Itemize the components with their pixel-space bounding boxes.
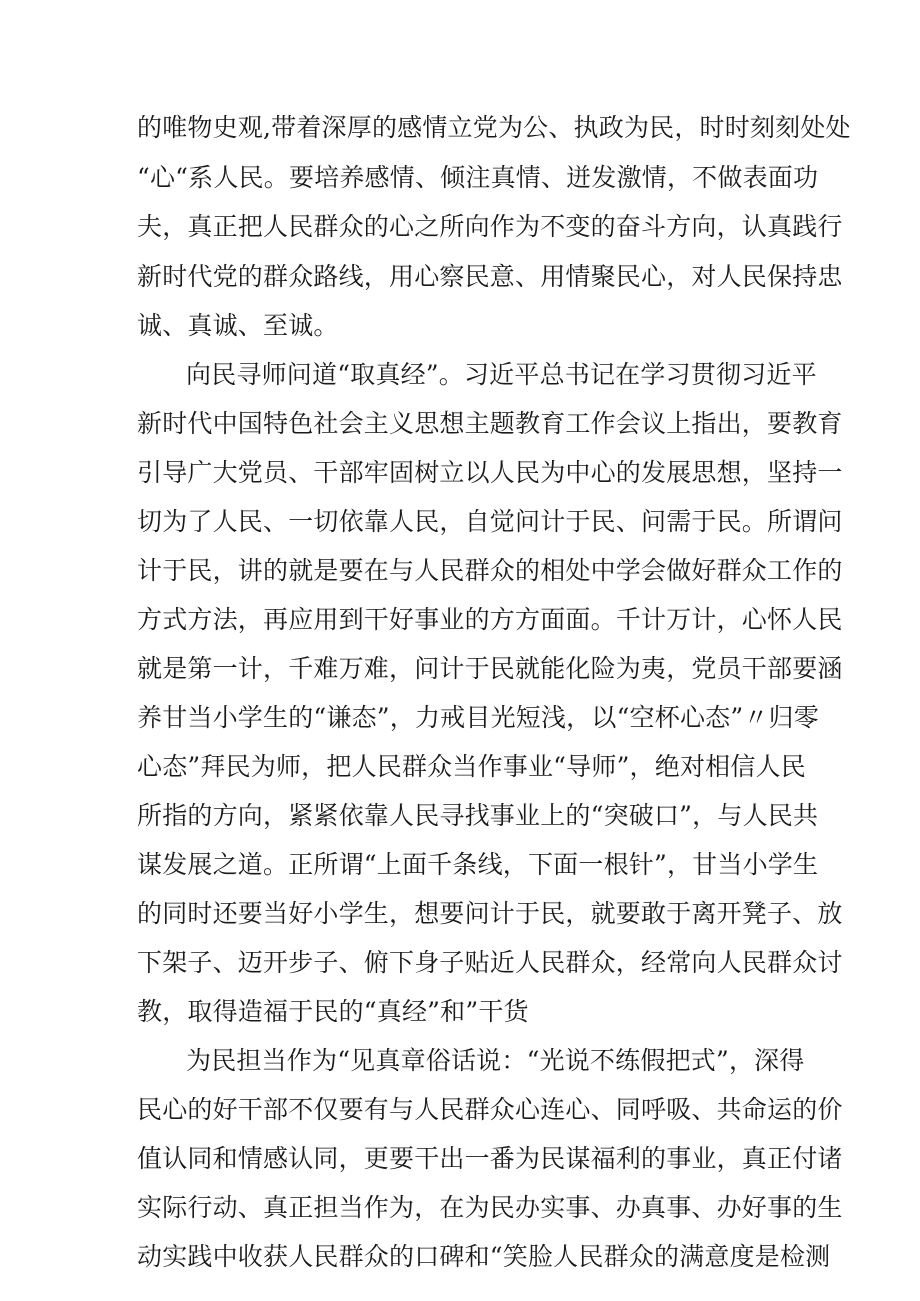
paragraph-3-line-2: 民心的好干部不仅要有与人民群众心连心、同呼吸、共命运的价 — [137, 1095, 843, 1124]
paragraph-2-line-9: 心态”拜民为师，把人民群众当作事业“导师”，绝对相信人民 — [137, 752, 806, 781]
paragraph-2-line-2: 新时代中国特色社会主义思想主题教育工作会议上指出，要教育 — [137, 409, 843, 438]
paragraph-1-line-5: 诚、真诚、至诚。 — [137, 311, 339, 340]
paragraph-2-line-8: 养甘当小学生的“谦态”，力戒目光短浅，以“空杯心态”〃归零 — [137, 703, 819, 732]
paragraph-2-line-3: 引导广大党员、干部牢固树立以人民为中心的发展思想，坚持一 — [137, 458, 843, 487]
paragraph-2-line-13: 下架子、迈开步子、俯下身子贴近人民群众，经常向人民群众讨 — [137, 948, 843, 977]
paragraph-2-line-14: 教，取得造福于民的“真经”和”干货 — [137, 997, 529, 1026]
paragraph-3-line-4: 实际行动、真正担当作为，在为民办实事、办真事、办好事的生 — [137, 1193, 843, 1222]
paragraph-3-line-1: 为民担当作为“见真章俗话说：“光说不练假把式”，深得 — [186, 1046, 805, 1075]
paragraph-2-line-5: 计于民，讲的就是要在与人民群众的相处中学会做好群众工作的 — [137, 556, 843, 585]
paragraph-2-line-12: 的同时还要当好小学生，想要问计于民，就要敢于离开凳子、放 — [137, 899, 843, 928]
paragraph-1-line-3: 夫，真正把人民群众的心之所向作为不变的奋斗方向，认真践行 — [137, 212, 843, 241]
paragraph-2-line-1: 向民寻师问道“取真经”。习近平总书记在学习贯彻习近平 — [186, 360, 817, 389]
paragraph-2-line-4: 切为了人民、一切依靠人民，自觉问计于民、问需于民。所谓问 — [137, 507, 843, 536]
paragraph-2-line-10: 所指的方向，紧紧依靠人民寻找事业上的“突破口”，与人民共 — [137, 801, 819, 830]
paragraph-1-line-1: 的唯物史观,带着深厚的感情立党为公、执政为民，时时刻刻处处 — [137, 113, 851, 142]
paragraph-3-line-5: 动实践中收获人民群众的口碑和“笑脸人民群众的满意度是检测 — [137, 1242, 831, 1271]
paragraph-2-line-7: 就是第一计，千难万难，问计于民就能化险为夷，党员干部要涵 — [137, 654, 843, 683]
paragraph-2-line-6: 方式方法，再应用到干好事业的方方面面。千计万计，心怀人民 — [137, 605, 843, 634]
paragraph-1-line-4: 新时代党的群众路线，用心察民意、用情聚民心，对人民保持忠 — [137, 262, 843, 291]
paragraph-2-line-11: 谋发展之道。正所谓“上面千条线，下面一根针”，甘当小学生 — [137, 850, 819, 879]
paragraph-3-line-3: 值认同和情感认同，更要干出一番为民谋福利的事业，真正付诸 — [137, 1144, 843, 1173]
paragraph-1-line-2: “心“系人民。要培养感情、倾注真情、迸发激情，不做表面功 — [137, 163, 819, 192]
